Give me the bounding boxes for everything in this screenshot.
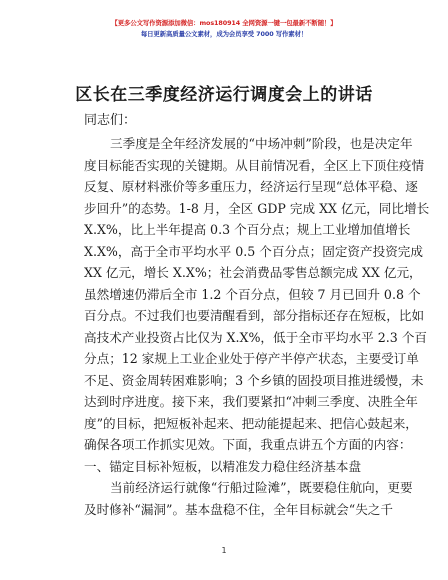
promo-banner-line-2: 每日更新高质量公文素材，成为会员享受 7000 写作素材！ xyxy=(140,30,308,38)
page-number: 1 xyxy=(221,546,227,555)
document-body xyxy=(84,133,430,520)
body-line: 不足、资金周转困难影响；3 个乡镇的固投项目推进缓慢，未 xyxy=(84,372,424,388)
salutation: 同志们： xyxy=(84,113,137,128)
body-line: 及时修补“漏洞”。基本盘稳不住，全年目标就会“失之千 xyxy=(84,501,393,517)
body-line: 确保各项工作抓实见效。下面，我重点讲五个方面的内容： xyxy=(84,437,412,452)
body-line: 三季度是全年经济发展的“中场冲刺”阶段，也是决定年 xyxy=(110,136,413,151)
body-line: 反复、原材料涨价等多重压力，经济运行呈现“总体平稳、逐 xyxy=(84,179,418,194)
document-title: 区长在三季度经济运行调度会上的讲话 xyxy=(75,85,373,105)
body-line: X.X%，高于全市平均水平 0.5 个百分点；固定资产投资完成 xyxy=(84,243,423,259)
body-line: X.X%，比上半年提高 0.3 个百分点；规上工业增加值增长 xyxy=(84,222,411,237)
section-heading: 一、锚定目标补短板，以精准发力稳住经济基本盘 xyxy=(84,458,362,474)
body-line: 度目标能否实现的关键期。从目前情况看，全区上下顶住疫情 xyxy=(84,157,425,173)
body-line: 百分点。不过我们也要清醒看到，部分指标还存在短板，比如 xyxy=(84,308,425,323)
body-line: 虽然增速仍滞后全市 1.2 个百分点，但较 7 月已回升 0.8 个 xyxy=(84,286,421,302)
body-line: 高技术产业投资占比仅为 X.X%，低于全市平均水平 2.3 个百 xyxy=(84,329,428,345)
body-line: 度”的目标，把短板补起来、把动能提起来、把信心鼓起来， xyxy=(84,415,418,431)
body-line: 达到时序进度。接下来，我们要紧扣“冲刺三季度、决胜全年 xyxy=(84,394,418,409)
body-line: 步回升”的态势。1-8 月，全区 GDP 完成 XX 亿元，同比增长 xyxy=(84,200,430,216)
body-line: XX 亿元，增长 X.X%；社会消费品零售总额完成 XX 亿元， xyxy=(84,265,422,280)
promo-banner-line-1: 【更多公文写作资源添加微信：mos180914 全网资源一键一包最新不断随！】 xyxy=(111,19,337,27)
body-line: 当前经济运行就像“行船过险滩”，既要稳住航向，更要 xyxy=(110,480,413,495)
body-line: 分点；12 家规上工业企业处于停产半停产状态，主要受订单 xyxy=(84,351,419,366)
